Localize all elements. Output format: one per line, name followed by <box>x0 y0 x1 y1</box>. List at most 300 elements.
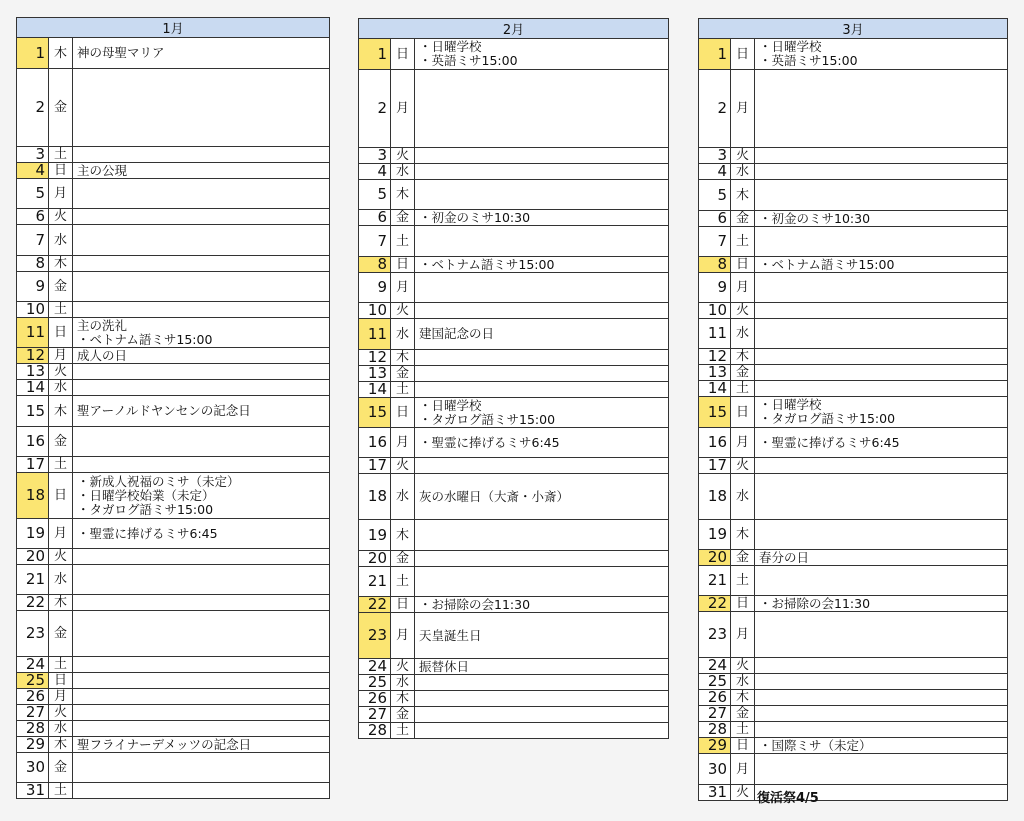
day-row <box>17 549 330 565</box>
events-cell <box>415 210 669 226</box>
weekday: 日 <box>391 398 415 428</box>
events-cell <box>755 39 1008 70</box>
day-number: 2 <box>699 70 731 148</box>
events-cell <box>415 675 669 691</box>
events-cell <box>73 364 330 380</box>
day-row <box>699 349 1008 365</box>
day-number: 1 <box>17 38 49 69</box>
weekday: 金 <box>49 69 73 147</box>
day-row <box>17 753 330 783</box>
day-row <box>17 256 330 272</box>
day-number: 5 <box>359 180 391 210</box>
weekday: 金 <box>731 365 755 381</box>
events-cell <box>755 273 1008 303</box>
day-number: 27 <box>17 705 49 721</box>
events-cell <box>415 319 669 350</box>
day-row <box>699 397 1008 428</box>
weekday: 金 <box>49 611 73 657</box>
day-row <box>699 706 1008 722</box>
events-cell <box>415 398 669 428</box>
day-row <box>17 396 330 427</box>
day-row <box>359 567 669 597</box>
weekday: 土 <box>49 147 73 163</box>
day-number: 13 <box>699 365 731 381</box>
events-cell <box>755 349 1008 365</box>
events-cell <box>755 428 1008 458</box>
weekday: 月 <box>49 179 73 209</box>
events-cell <box>755 164 1008 180</box>
event-text: 主の洗礼 <box>77 317 128 333</box>
day-number: 28 <box>699 722 731 738</box>
event-text: ・日曜学校始業（未定） <box>77 487 215 503</box>
events-cell <box>73 147 330 163</box>
day-number: 8 <box>17 256 49 272</box>
day-number: 25 <box>359 675 391 691</box>
events-cell <box>755 658 1008 674</box>
event-text: ・タガログ語ミサ15:00 <box>77 501 214 517</box>
events-cell <box>755 180 1008 211</box>
weekday: 火 <box>49 549 73 565</box>
day-number: 22 <box>359 597 391 613</box>
weekday: 火 <box>731 458 755 474</box>
events-cell <box>415 458 669 474</box>
events-cell <box>415 303 669 319</box>
weekday: 火 <box>391 458 415 474</box>
weekday: 火 <box>49 209 73 225</box>
day-number: 29 <box>17 737 49 753</box>
day-number: 2 <box>359 70 391 148</box>
day-number: 19 <box>359 520 391 551</box>
weekday: 火 <box>391 148 415 164</box>
day-number: 14 <box>359 382 391 398</box>
day-row <box>359 148 669 164</box>
day-row <box>359 398 669 428</box>
events-cell <box>73 689 330 705</box>
day-number: 3 <box>359 148 391 164</box>
day-row <box>699 754 1008 785</box>
month-title: 1月 <box>17 18 330 38</box>
weekday: 月 <box>49 348 73 364</box>
day-row <box>699 428 1008 458</box>
day-row <box>17 611 330 657</box>
day-row <box>699 211 1008 227</box>
weekday: 日 <box>731 738 755 754</box>
events-cell <box>73 380 330 396</box>
weekday: 木 <box>391 691 415 707</box>
weekday: 月 <box>391 428 415 458</box>
event-text: ・聖霊に捧げるミサ6:45 <box>419 434 560 450</box>
day-row <box>359 319 669 350</box>
day-number: 27 <box>359 707 391 723</box>
day-number: 11 <box>359 319 391 350</box>
weekday: 木 <box>49 396 73 427</box>
day-number: 15 <box>17 396 49 427</box>
weekday: 月 <box>49 689 73 705</box>
weekday: 月 <box>731 273 755 303</box>
day-row <box>699 180 1008 211</box>
weekday: 土 <box>49 457 73 473</box>
events-cell <box>755 397 1008 428</box>
calendar-february <box>358 18 669 739</box>
event-text: ・ベトナム語ミサ15:00 <box>759 256 895 272</box>
event-text: 聖フライナーデメッツの記念日 <box>77 736 252 752</box>
weekday: 月 <box>391 273 415 303</box>
weekday: 金 <box>391 366 415 382</box>
events-cell <box>73 737 330 753</box>
events-cell <box>415 597 669 613</box>
event-text: 天皇誕生日 <box>419 627 482 643</box>
day-row <box>17 657 330 673</box>
day-row <box>699 458 1008 474</box>
weekday: 木 <box>731 349 755 365</box>
events-cell <box>73 209 330 225</box>
weekday: 木 <box>391 180 415 210</box>
day-row <box>699 550 1008 566</box>
day-row <box>17 179 330 209</box>
day-number: 21 <box>17 565 49 595</box>
day-row <box>17 69 330 147</box>
day-row <box>699 785 1008 801</box>
weekday: 土 <box>391 226 415 257</box>
events-cell <box>755 566 1008 596</box>
day-number: 21 <box>699 566 731 596</box>
events-cell <box>755 706 1008 722</box>
day-number: 27 <box>699 706 731 722</box>
weekday: 火 <box>49 364 73 380</box>
weekday: 金 <box>731 550 755 566</box>
weekday: 月 <box>49 519 73 549</box>
day-number: 14 <box>699 381 731 397</box>
event-text: 神の母聖マリア <box>77 45 165 60</box>
weekday: 木 <box>49 38 73 69</box>
weekday: 金 <box>731 706 755 722</box>
weekday: 火 <box>731 148 755 164</box>
day-row <box>359 691 669 707</box>
day-row <box>359 210 669 226</box>
day-row <box>17 721 330 737</box>
events-cell <box>755 211 1008 227</box>
weekday: 火 <box>731 303 755 319</box>
events-cell <box>73 657 330 673</box>
day-row <box>699 566 1008 596</box>
day-row <box>699 70 1008 148</box>
weekday: 月 <box>731 428 755 458</box>
day-number: 10 <box>359 303 391 319</box>
events-cell <box>755 381 1008 397</box>
events-cell <box>415 148 669 164</box>
day-row <box>359 39 669 70</box>
day-row <box>699 658 1008 674</box>
weekday: 土 <box>49 302 73 318</box>
day-number: 3 <box>699 148 731 164</box>
weekday: 水 <box>391 675 415 691</box>
event-text: ・聖霊に捧げるミサ6:45 <box>77 525 218 541</box>
events-cell <box>73 318 330 348</box>
event-text: ・日曜学校 <box>759 397 822 412</box>
day-number: 4 <box>359 164 391 180</box>
weekday: 日 <box>731 397 755 428</box>
day-row <box>359 226 669 257</box>
weekday: 月 <box>391 70 415 148</box>
day-number: 3 <box>17 147 49 163</box>
weekday: 水 <box>731 319 755 349</box>
weekday: 水 <box>391 164 415 180</box>
day-number: 26 <box>17 689 49 705</box>
day-number: 30 <box>699 754 731 785</box>
day-row <box>17 364 330 380</box>
weekday: 日 <box>391 257 415 273</box>
day-number: 2 <box>17 69 49 147</box>
calendar-march <box>698 18 1008 801</box>
day-row <box>17 318 330 348</box>
day-row <box>699 164 1008 180</box>
day-number: 26 <box>359 691 391 707</box>
events-cell <box>73 611 330 657</box>
day-number: 4 <box>17 163 49 179</box>
weekday: 月 <box>731 70 755 148</box>
events-cell <box>415 707 669 723</box>
event-text: 建国記念の日 <box>419 326 495 341</box>
weekday: 水 <box>49 225 73 256</box>
events-cell <box>755 520 1008 550</box>
weekday: 火 <box>731 658 755 674</box>
weekday: 金 <box>391 551 415 567</box>
day-number: 26 <box>699 690 731 706</box>
weekday: 金 <box>49 753 73 783</box>
events-cell <box>415 350 669 366</box>
day-row <box>359 382 669 398</box>
events-cell <box>415 180 669 210</box>
events-cell <box>73 783 330 799</box>
day-row <box>17 225 330 256</box>
day-number: 9 <box>17 272 49 302</box>
weekday: 土 <box>49 783 73 799</box>
events-cell <box>415 659 669 675</box>
events-cell <box>755 458 1008 474</box>
day-row <box>359 273 669 303</box>
weekday: 水 <box>391 474 415 520</box>
weekday: 月 <box>731 612 755 658</box>
day-number: 11 <box>17 318 49 348</box>
events-cell <box>415 691 669 707</box>
weekday: 金 <box>391 210 415 226</box>
month-title: 2月 <box>359 19 669 39</box>
day-number: 9 <box>699 273 731 303</box>
event-text: 主の公現 <box>77 162 128 178</box>
day-row <box>359 180 669 210</box>
events-cell <box>73 595 330 611</box>
weekday: 火 <box>391 659 415 675</box>
events-cell <box>415 70 669 148</box>
day-row <box>359 458 669 474</box>
easter-note: 復活祭4/5 <box>757 791 819 806</box>
day-row <box>17 689 330 705</box>
day-number: 10 <box>17 302 49 318</box>
weekday: 火 <box>49 705 73 721</box>
events-cell <box>73 179 330 209</box>
day-row <box>17 272 330 302</box>
day-row <box>699 722 1008 738</box>
day-number: 20 <box>699 550 731 566</box>
weekday: 金 <box>391 707 415 723</box>
day-number: 15 <box>359 398 391 428</box>
weekday: 月 <box>731 754 755 785</box>
weekday: 木 <box>49 737 73 753</box>
day-row <box>17 457 330 473</box>
events-cell <box>73 753 330 783</box>
event-text: ・初金のミサ10:30 <box>759 210 871 226</box>
events-cell <box>755 550 1008 566</box>
day-number: 18 <box>699 474 731 520</box>
events-cell <box>73 457 330 473</box>
weekday: 土 <box>731 381 755 397</box>
day-row <box>359 551 669 567</box>
events-cell <box>755 722 1008 738</box>
day-number: 22 <box>699 596 731 612</box>
event-text: ・国際ミサ（未定） <box>759 737 872 753</box>
weekday: 水 <box>49 565 73 595</box>
events-cell <box>415 366 669 382</box>
event-text: ・お掃除の会11:30 <box>759 595 871 611</box>
day-row <box>17 147 330 163</box>
events-cell <box>73 721 330 737</box>
day-row <box>359 164 669 180</box>
calendar-january <box>16 17 330 799</box>
day-number: 1 <box>699 39 731 70</box>
day-number: 17 <box>359 458 391 474</box>
day-row <box>699 273 1008 303</box>
day-row <box>359 723 669 739</box>
event-text: ・聖霊に捧げるミサ6:45 <box>759 434 900 450</box>
events-cell <box>755 738 1008 754</box>
weekday: 日 <box>731 257 755 273</box>
day-row <box>699 227 1008 257</box>
day-number: 19 <box>699 520 731 550</box>
day-number: 15 <box>699 397 731 428</box>
weekday: 金 <box>49 272 73 302</box>
day-number: 16 <box>17 427 49 457</box>
events-cell <box>73 163 330 179</box>
day-number: 18 <box>359 474 391 520</box>
events-cell <box>755 754 1008 785</box>
day-row <box>699 738 1008 754</box>
event-text: ・お掃除の会11:30 <box>419 596 531 612</box>
event-text: 振替休日 <box>419 658 470 674</box>
day-row <box>359 707 669 723</box>
day-row <box>699 520 1008 550</box>
events-cell <box>415 164 669 180</box>
events-cell <box>755 70 1008 148</box>
events-cell <box>755 596 1008 612</box>
events-cell <box>73 302 330 318</box>
weekday: 火 <box>731 785 755 801</box>
weekday: 土 <box>731 722 755 738</box>
weekday: 木 <box>49 256 73 272</box>
events-cell <box>415 382 669 398</box>
day-number: 10 <box>699 303 731 319</box>
day-number: 24 <box>17 657 49 673</box>
day-row <box>17 705 330 721</box>
weekday: 土 <box>49 657 73 673</box>
day-number: 24 <box>359 659 391 675</box>
day-row <box>699 39 1008 70</box>
event-text: 春分の日 <box>759 549 810 565</box>
day-number: 25 <box>699 674 731 690</box>
events-cell <box>755 227 1008 257</box>
events-cell <box>73 348 330 364</box>
weekday: 土 <box>391 723 415 739</box>
day-number: 17 <box>17 457 49 473</box>
events-cell <box>755 474 1008 520</box>
events-cell <box>415 428 669 458</box>
weekday: 木 <box>391 520 415 551</box>
events-cell <box>415 567 669 597</box>
weekday: 日 <box>391 597 415 613</box>
day-row <box>359 597 669 613</box>
day-row <box>699 148 1008 164</box>
events-cell <box>755 365 1008 381</box>
day-number: 6 <box>359 210 391 226</box>
events-cell <box>73 519 330 549</box>
event-text: 灰の水曜日（大斎・小斎） <box>419 488 570 504</box>
events-cell <box>73 69 330 147</box>
events-cell <box>755 303 1008 319</box>
day-number: 24 <box>699 658 731 674</box>
day-number: 28 <box>359 723 391 739</box>
day-row <box>699 674 1008 690</box>
day-number: 17 <box>699 458 731 474</box>
weekday: 月 <box>391 613 415 659</box>
weekday: 日 <box>49 163 73 179</box>
day-row <box>699 365 1008 381</box>
events-cell <box>73 396 330 427</box>
day-number: 20 <box>359 551 391 567</box>
weekday: 土 <box>391 567 415 597</box>
weekday: 日 <box>49 673 73 689</box>
day-row <box>699 612 1008 658</box>
events-cell <box>415 613 669 659</box>
day-number: 21 <box>359 567 391 597</box>
day-number: 7 <box>699 227 731 257</box>
day-row <box>359 520 669 551</box>
event-text: ・英語ミサ15:00 <box>419 53 518 68</box>
weekday: 水 <box>731 474 755 520</box>
day-number: 8 <box>699 257 731 273</box>
day-row <box>359 366 669 382</box>
day-number: 1 <box>359 39 391 70</box>
weekday: 金 <box>49 427 73 457</box>
events-cell <box>73 225 330 256</box>
day-row <box>699 257 1008 273</box>
events-cell <box>755 148 1008 164</box>
day-row <box>17 737 330 753</box>
day-row <box>17 519 330 549</box>
day-row <box>17 427 330 457</box>
weekday: 日 <box>49 318 73 348</box>
weekday: 水 <box>391 319 415 350</box>
events-cell <box>415 520 669 551</box>
events-cell <box>73 38 330 69</box>
day-number: 12 <box>17 348 49 364</box>
events-cell <box>755 257 1008 273</box>
events-cell <box>415 39 669 70</box>
day-row <box>359 303 669 319</box>
day-row <box>17 302 330 318</box>
day-row <box>17 595 330 611</box>
day-row <box>17 163 330 179</box>
weekday: 木 <box>731 690 755 706</box>
day-row <box>17 38 330 69</box>
